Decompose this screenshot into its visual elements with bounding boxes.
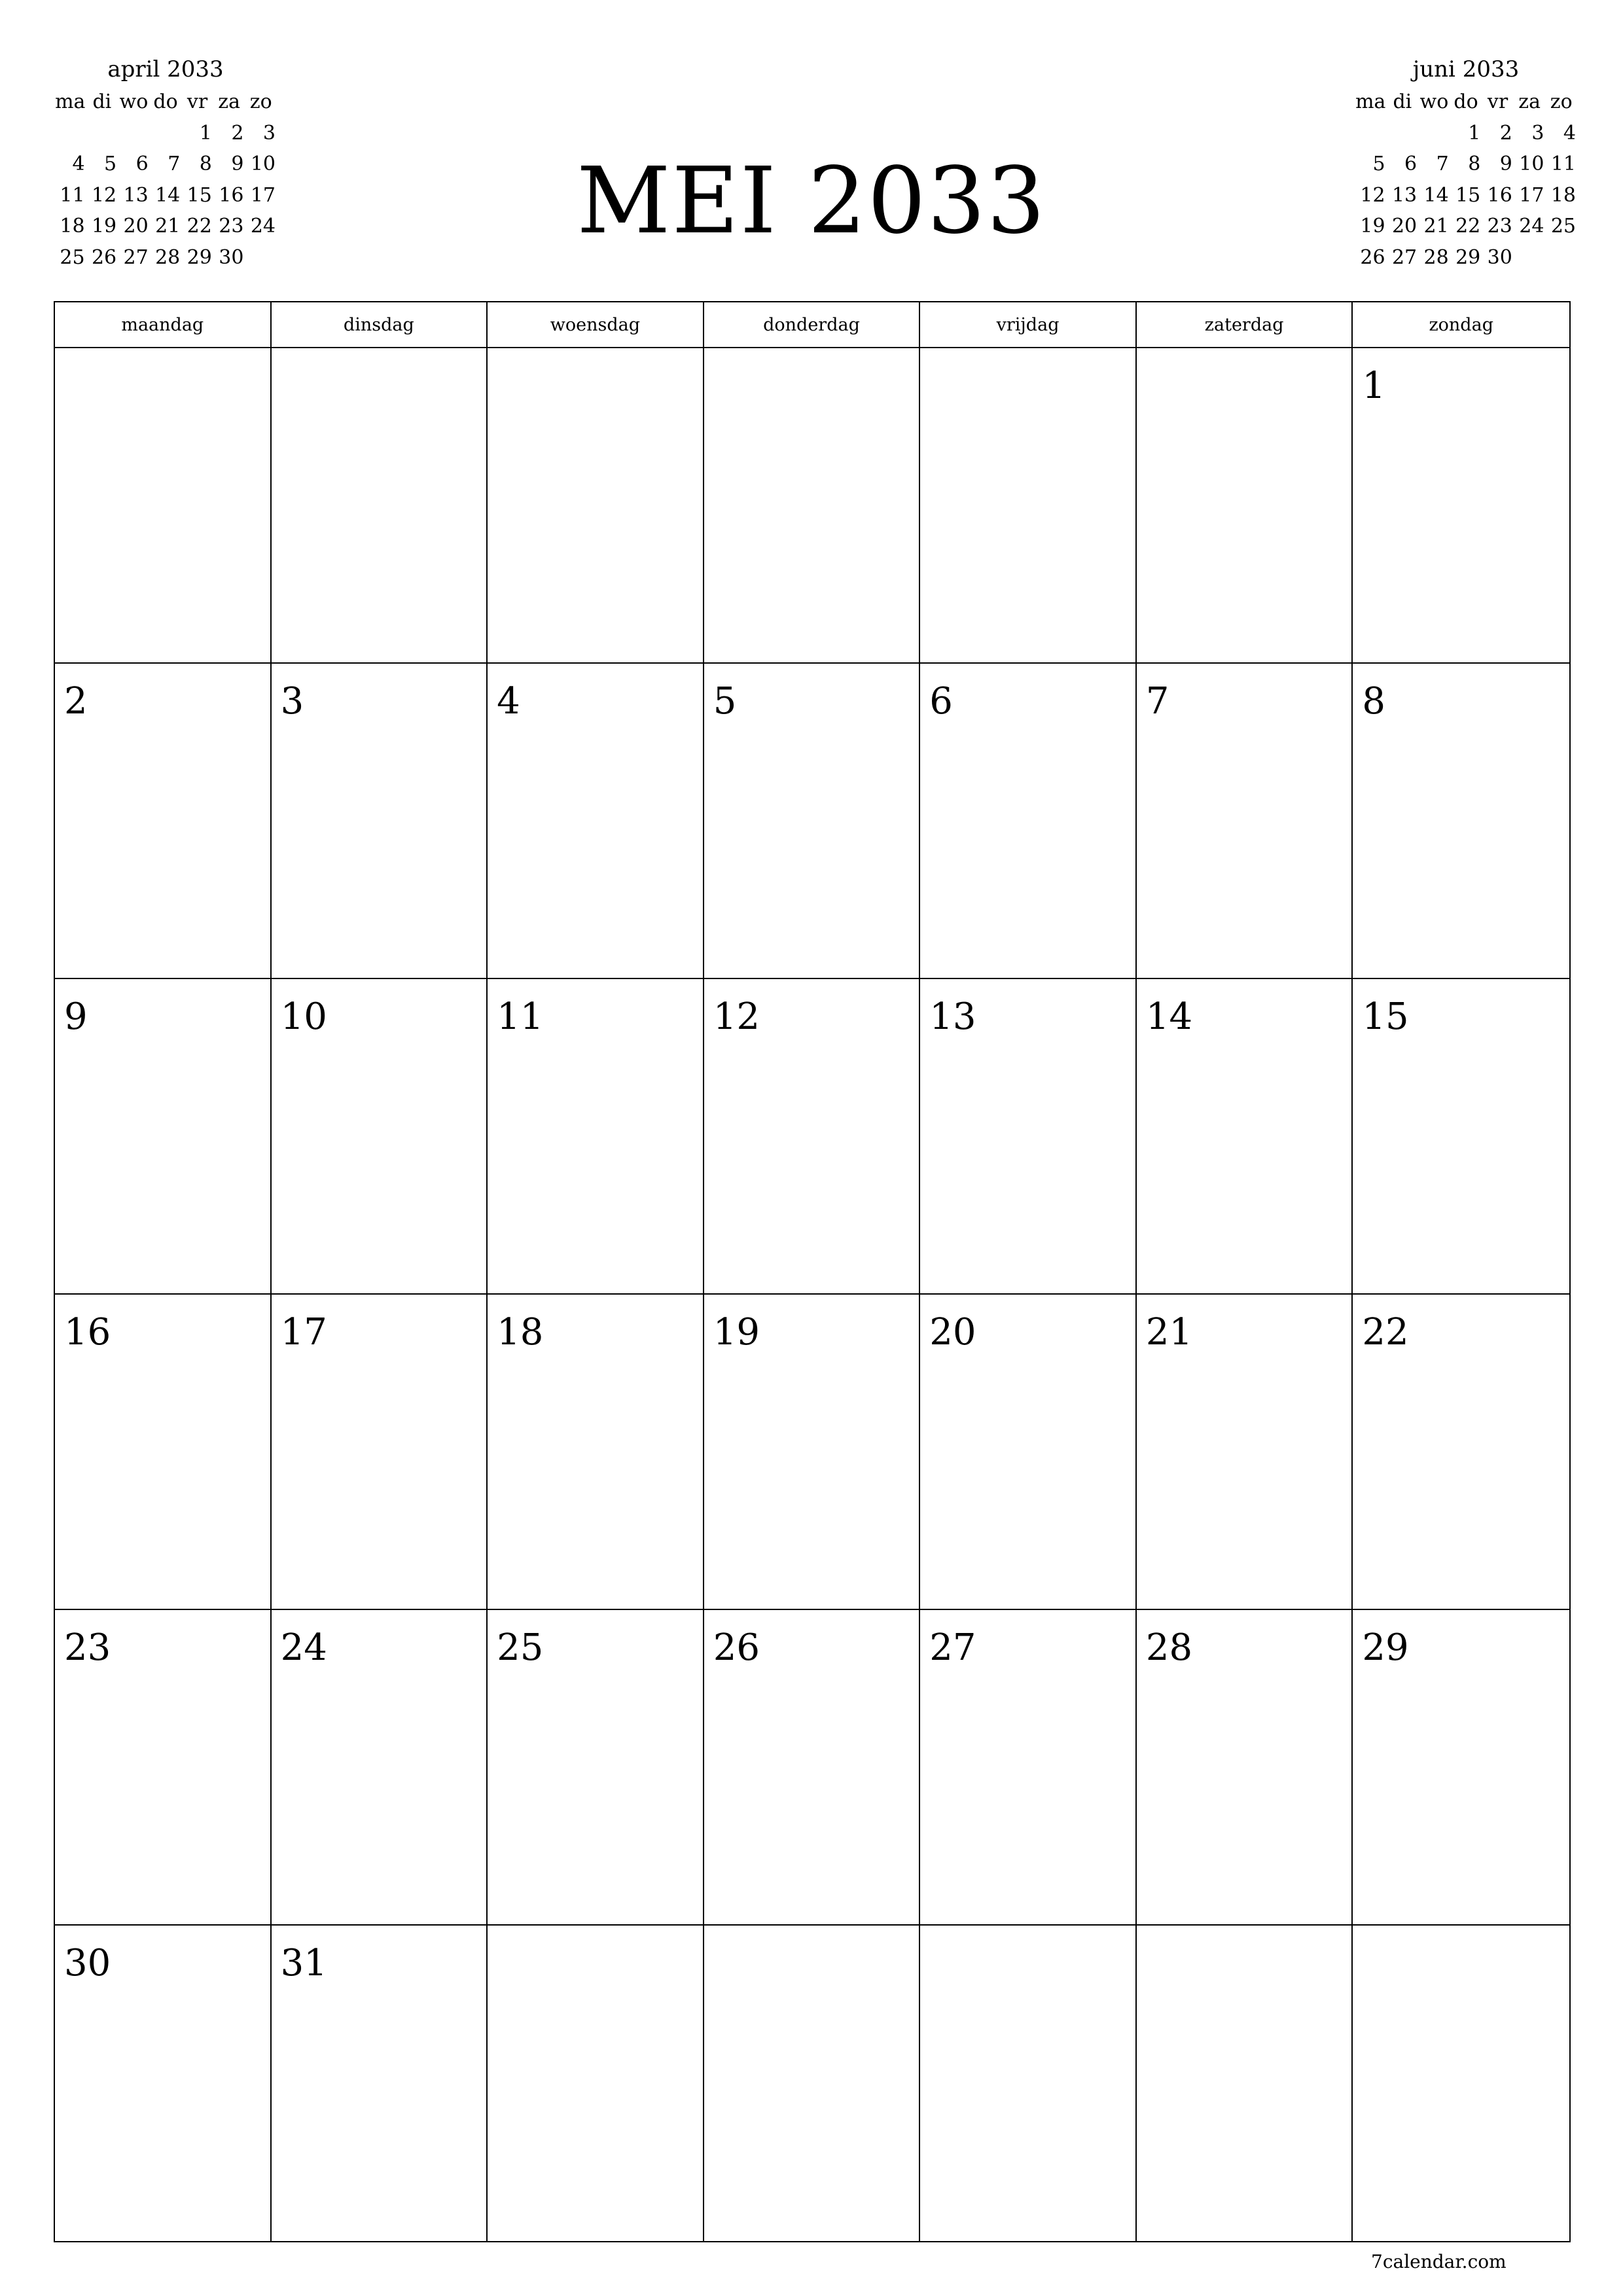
- mini-day: 11: [1550, 152, 1576, 175]
- mini-day: 22: [187, 215, 212, 238]
- day-cell[interactable]: [55, 1610, 272, 1926]
- mini-weekday-header: za: [218, 90, 240, 113]
- day-cell[interactable]: [1353, 664, 1569, 979]
- mini-day: 5: [1372, 152, 1385, 175]
- mini-calendar-title: april 2033: [107, 56, 224, 82]
- weekday-header: zondag: [1353, 302, 1569, 348]
- mini-weekday-header: ma: [55, 90, 86, 113]
- mini-weekday-header: di: [92, 90, 112, 113]
- mini-day: 7: [168, 152, 181, 175]
- day-cell[interactable]: [55, 1295, 272, 1610]
- mini-day: 12: [1360, 183, 1385, 207]
- mini-day: 23: [219, 215, 244, 238]
- mini-weekday-header: di: [1393, 90, 1412, 113]
- day-number: 19: [713, 1311, 760, 1354]
- day-number: 10: [280, 996, 327, 1038]
- mini-day: 7: [1436, 152, 1449, 175]
- day-cell[interactable]: [704, 1295, 921, 1610]
- day-cell[interactable]: [488, 979, 704, 1295]
- day-cell[interactable]: [488, 1295, 704, 1610]
- day-cell[interactable]: [704, 348, 921, 664]
- mini-day: 26: [91, 245, 117, 269]
- mini-day: 21: [1423, 215, 1449, 238]
- weekday-header: dinsdag: [272, 302, 488, 348]
- day-number: 29: [1362, 1626, 1409, 1669]
- mini-weekday-header: do: [153, 90, 178, 113]
- day-number: 20: [929, 1311, 976, 1354]
- day-cell[interactable]: [272, 1926, 488, 2241]
- day-cell[interactable]: [704, 979, 921, 1295]
- day-number: 8: [1362, 680, 1386, 723]
- mini-day: 20: [123, 215, 149, 238]
- mini-day: 8: [1468, 152, 1481, 175]
- month-grid: [54, 301, 1571, 2242]
- day-cell[interactable]: [920, 979, 1137, 1295]
- mini-day: 19: [91, 215, 117, 238]
- day-cell[interactable]: [1137, 1926, 1353, 2241]
- day-number: 16: [64, 1311, 111, 1354]
- mini-day: 1: [199, 121, 212, 145]
- day-number: 31: [280, 1942, 327, 1984]
- mini-day: 17: [250, 183, 276, 207]
- mini-day: 2: [1499, 121, 1512, 145]
- mini-day: 29: [187, 245, 212, 269]
- mini-day: 1: [1468, 121, 1481, 145]
- mini-day: 11: [60, 183, 85, 207]
- day-cell[interactable]: [1353, 979, 1569, 1295]
- mini-day: 10: [250, 152, 276, 175]
- mini-day: 27: [1391, 245, 1418, 269]
- day-cell[interactable]: [704, 664, 921, 979]
- mini-weekday-header: zo: [249, 90, 272, 113]
- mini-day: 14: [1423, 183, 1449, 207]
- day-number: 28: [1145, 1626, 1193, 1669]
- day-cell[interactable]: [55, 348, 272, 664]
- day-cell[interactable]: [272, 664, 488, 979]
- mini-day: 9: [1499, 152, 1512, 175]
- day-cell[interactable]: [920, 1295, 1137, 1610]
- mini-weekday-header: vr: [1487, 90, 1508, 113]
- day-number: 13: [929, 996, 976, 1038]
- day-cell[interactable]: [1137, 1295, 1353, 1610]
- mini-weekday-header: ma: [1355, 90, 1386, 113]
- day-cell[interactable]: [55, 664, 272, 979]
- mini-day: 30: [1487, 245, 1512, 269]
- mini-weekday-header: wo: [119, 90, 149, 113]
- day-cell[interactable]: [55, 979, 272, 1295]
- mini-day: 24: [250, 215, 276, 238]
- mini-day: 13: [1391, 183, 1418, 207]
- mini-day: 14: [155, 183, 181, 207]
- day-cell[interactable]: [920, 348, 1137, 664]
- day-number: 17: [280, 1311, 327, 1354]
- day-number: 30: [64, 1942, 111, 1984]
- day-cell[interactable]: [1353, 1295, 1569, 1610]
- mini-day: 10: [1519, 152, 1544, 175]
- mini-calendar-grid: [1355, 86, 1577, 273]
- day-cell[interactable]: [1353, 1926, 1569, 2241]
- mini-day: 15: [1455, 183, 1481, 207]
- mini-day: 27: [123, 245, 149, 269]
- day-cell[interactable]: [272, 348, 488, 664]
- mini-day: 6: [1404, 152, 1418, 175]
- mini-day: 22: [1455, 215, 1481, 238]
- day-number: 15: [1362, 996, 1409, 1038]
- mini-day: 18: [1550, 183, 1576, 207]
- day-cell[interactable]: [920, 1926, 1137, 2241]
- day-cell[interactable]: [1137, 664, 1353, 979]
- weekday-header: woensdag: [488, 302, 704, 348]
- day-number: 18: [497, 1311, 544, 1354]
- day-cell[interactable]: [1353, 348, 1569, 664]
- mini-day: 5: [104, 152, 117, 175]
- day-number: 21: [1145, 1311, 1193, 1354]
- day-number: 25: [497, 1626, 544, 1669]
- mini-day: 3: [262, 121, 276, 145]
- mini-calendar-title: juni 2033: [1412, 56, 1520, 82]
- day-cell[interactable]: [488, 1926, 704, 2241]
- mini-weekday-header: za: [1518, 90, 1541, 113]
- mini-day: 12: [91, 183, 117, 207]
- mini-day: 18: [60, 215, 85, 238]
- mini-day: 2: [231, 121, 244, 145]
- mini-day: 20: [1391, 215, 1418, 238]
- mini-day: 16: [1487, 183, 1512, 207]
- day-number: 9: [64, 996, 88, 1038]
- mini-day: 28: [1423, 245, 1449, 269]
- mini-day: 17: [1519, 183, 1544, 207]
- day-cell[interactable]: [920, 664, 1137, 979]
- mini-day: 25: [60, 245, 85, 269]
- mini-weekday-header: wo: [1419, 90, 1449, 113]
- footer-brand: 7calendar.com: [1371, 2251, 1507, 2272]
- mini-day: 3: [1531, 121, 1544, 145]
- mini-day: 19: [1360, 215, 1385, 238]
- day-number: 22: [1362, 1311, 1409, 1354]
- mini-day: 23: [1487, 215, 1512, 238]
- day-cell[interactable]: [1137, 979, 1353, 1295]
- day-number: 7: [1145, 680, 1169, 723]
- mini-day: 4: [1563, 121, 1576, 145]
- day-cell[interactable]: [55, 1926, 272, 2241]
- mini-day: 26: [1360, 245, 1385, 269]
- day-cell[interactable]: [488, 1610, 704, 1926]
- day-number: 27: [929, 1626, 976, 1669]
- mini-day: 25: [1550, 215, 1576, 238]
- day-number: 3: [280, 680, 304, 723]
- weekday-header: maandag: [55, 302, 272, 348]
- mini-weekday-header: zo: [1550, 90, 1573, 113]
- weekday-header: vrijdag: [920, 302, 1137, 348]
- mini-day: 4: [72, 152, 85, 175]
- mini-weekday-header: vr: [187, 90, 208, 113]
- day-number: 24: [280, 1626, 327, 1669]
- mini-day: 6: [135, 152, 149, 175]
- day-number: 2: [64, 680, 88, 723]
- mini-day: 21: [155, 215, 181, 238]
- day-cell[interactable]: [1353, 1610, 1569, 1926]
- mini-day: 15: [187, 183, 212, 207]
- day-number: 23: [64, 1626, 111, 1669]
- weekday-header: donderdag: [704, 302, 921, 348]
- day-cell[interactable]: [488, 348, 704, 664]
- day-cell[interactable]: [1137, 348, 1353, 664]
- day-number: 6: [929, 680, 953, 723]
- mini-day: [1387, 118, 1419, 149]
- day-number: 12: [713, 996, 760, 1038]
- mini-day: [1418, 118, 1450, 149]
- day-number: 14: [1145, 996, 1193, 1038]
- day-cell[interactable]: [272, 1295, 488, 1610]
- mini-day: 28: [155, 245, 181, 269]
- day-cell[interactable]: [272, 1610, 488, 1926]
- mini-day: 29: [1455, 245, 1481, 269]
- day-cell[interactable]: [272, 979, 488, 1295]
- day-cell[interactable]: [704, 1610, 921, 1926]
- day-number: 4: [497, 680, 520, 723]
- day-number: 11: [497, 996, 544, 1038]
- mini-day: 24: [1519, 215, 1544, 238]
- mini-calendar-june: [1355, 52, 1577, 273]
- mini-day: [1355, 118, 1387, 149]
- day-cell[interactable]: [1137, 1610, 1353, 1926]
- day-number: 5: [713, 680, 737, 723]
- mini-day: 8: [199, 152, 212, 175]
- mini-day: 13: [123, 183, 149, 207]
- mini-day: 9: [231, 152, 244, 175]
- mini-weekday-header: do: [1454, 90, 1478, 113]
- weekday-header: zaterdag: [1137, 302, 1353, 348]
- mini-day: 16: [219, 183, 244, 207]
- day-cell[interactable]: [488, 664, 704, 979]
- day-number: 26: [713, 1626, 760, 1669]
- day-number: 1: [1362, 365, 1386, 407]
- page-title: MEI 2033: [577, 148, 1046, 255]
- day-cell[interactable]: [704, 1926, 921, 2241]
- mini-day: 30: [219, 245, 244, 269]
- day-cell[interactable]: [920, 1610, 1137, 1926]
